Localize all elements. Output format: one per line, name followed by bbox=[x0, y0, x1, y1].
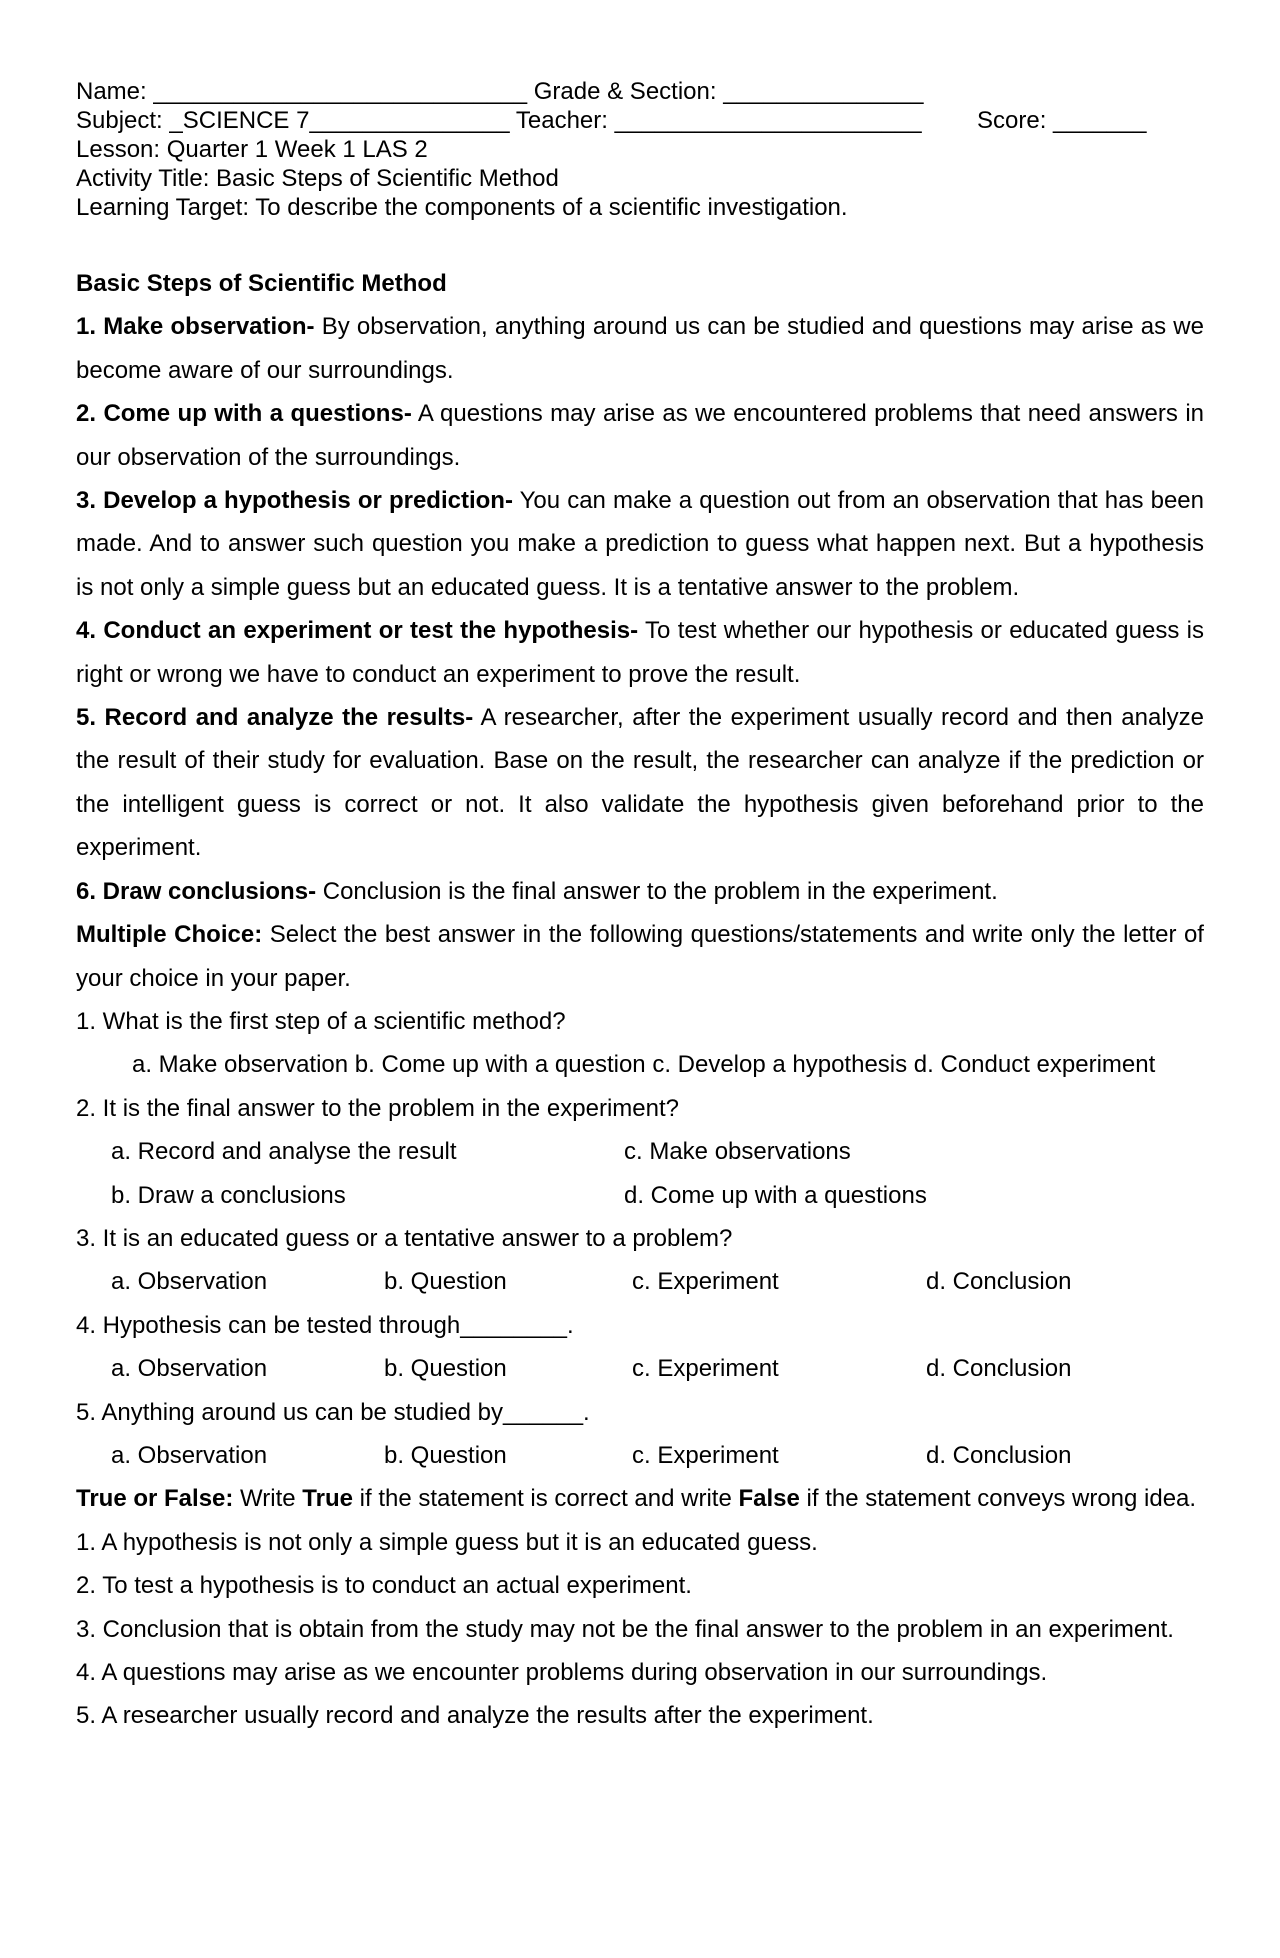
step-4 bbox=[76, 609, 1204, 696]
multiple-choice-instructions bbox=[76, 913, 1204, 1000]
mc-q2-option-d: d. Come up with a questions bbox=[624, 1181, 927, 1209]
mc-question-3-options bbox=[76, 1260, 1204, 1303]
mc-q2-option-a: a. Record and analyse the result bbox=[111, 1138, 457, 1166]
activity-title: Activity Title: Basic Steps of Scientific Method bbox=[76, 165, 559, 192]
name-blank: ____________________________ bbox=[153, 78, 528, 105]
step-6-heading: 6. Draw conclusions- bbox=[76, 877, 317, 905]
mc-q4-option-a: a. Observation bbox=[111, 1355, 268, 1383]
step-4-heading: 4. Conduct an experiment or test the hypothesis- bbox=[76, 617, 639, 645]
mc-q3-option-b: b. Question bbox=[384, 1268, 507, 1296]
mc-question-4: 4. Hypothesis can be tested through________. bbox=[76, 1311, 574, 1339]
true-false-instr-part-1: Write bbox=[233, 1485, 303, 1513]
name-label: Name: bbox=[76, 78, 154, 105]
mc-q4-option-c: c. Experiment bbox=[632, 1355, 779, 1383]
step-1-heading: 1. Make observation- bbox=[76, 313, 315, 341]
mc-question-5-options bbox=[76, 1434, 1204, 1477]
true-false-item-3: 3. Conclusion that is obtain from the study may not be the final answer to the problem in an experiment. bbox=[76, 1615, 1174, 1643]
step-6 bbox=[76, 870, 1204, 913]
mc-question-2-options-row-1 bbox=[76, 1130, 1204, 1173]
section-title: Basic Steps of Scientific Method bbox=[76, 270, 447, 297]
teacher-label: Teacher: bbox=[509, 107, 615, 134]
grade-section-label: Grade & Section: bbox=[527, 78, 724, 105]
header-name-row bbox=[76, 77, 1206, 106]
step-5-text: A researcher, after the experiment usually record and then analyze the result of their study for evaluation. Base on the result, the researcher can analyze if the prediction or the intelligent guess is correct or not. It also validate the hypothesis given beforehand prior to the experiment. bbox=[76, 704, 1205, 862]
mc-question-4-options bbox=[76, 1347, 1204, 1390]
score-blank: _______ bbox=[1053, 107, 1147, 134]
step-2 bbox=[76, 392, 1204, 479]
step-3-heading: 3. Develop a hypothesis or prediction- bbox=[76, 487, 513, 515]
mc-question-1-options bbox=[76, 1043, 1204, 1086]
step-2-text: A questions may arise as we encountered problems that need answers in our observation of the surroundings. bbox=[76, 400, 1204, 471]
true-false-item-2: 2. To test a hypothesis is to conduct an actual experiment. bbox=[76, 1572, 692, 1600]
true-false-heading: True or False: bbox=[76, 1485, 234, 1513]
mc-q4-option-d: d. Conclusion bbox=[926, 1355, 1072, 1383]
mc-question-3: 3. It is an educated guess or a tentative answer to a problem? bbox=[76, 1224, 733, 1252]
mc-question-5: 5. Anything around us can be studied by______. bbox=[76, 1398, 590, 1426]
mc-q5-option-d: d. Conclusion bbox=[926, 1441, 1072, 1469]
teacher-blank: _______________________ bbox=[614, 107, 922, 134]
worksheet-body bbox=[76, 262, 1204, 1738]
score-field bbox=[977, 106, 1146, 135]
step-3-text: You can make a question out from an observation that has been made. And to answer such question you make a prediction to guess what happen next. But a hypothesis is not only a simple guess but an educated guess. It is a tentative answer to the problem. bbox=[76, 487, 1204, 601]
mc-q2-option-c: c. Make observations bbox=[624, 1138, 851, 1166]
step-1 bbox=[76, 305, 1204, 392]
step-6-text: Conclusion is the final answer to the problem in the experiment. bbox=[316, 877, 998, 905]
subject-value: _SCIENCE 7_______________ bbox=[169, 107, 510, 134]
mc-question-2: 2. It is the final answer to the problem in the experiment? bbox=[76, 1094, 679, 1122]
step-2-heading: 2. Come up with a questions- bbox=[76, 400, 412, 428]
mc-q1-option-c: c. Develop a hypothesis bbox=[652, 1051, 908, 1079]
multiple-choice-text: Select the best answer in the following questions/statements and write only the letter of your choice in your paper. bbox=[76, 921, 1204, 992]
step-5-heading: 5. Record and analyze the results- bbox=[76, 704, 474, 732]
step-5 bbox=[76, 696, 1204, 870]
step-1-text: By observation, anything around us can be studied and questions may arise as we become aware of our surroundings. bbox=[76, 313, 1204, 384]
mc-q4-option-b: b. Question bbox=[384, 1355, 507, 1383]
mc-q2-option-b: b. Draw a conclusions bbox=[111, 1181, 346, 1209]
score-label: Score: bbox=[977, 107, 1054, 134]
step-3 bbox=[76, 479, 1204, 609]
step-4-text: To test whether our hypothesis or educated guess is right or wrong we have to conduct an experiment to prove the result. bbox=[76, 617, 1204, 688]
true-false-instructions bbox=[76, 1477, 1204, 1520]
mc-q5-option-a: a. Observation bbox=[111, 1441, 268, 1469]
mc-q1-option-b: b. Come up with a question bbox=[354, 1051, 646, 1079]
mc-q5-option-c: c. Experiment bbox=[632, 1441, 779, 1469]
true-false-item-1: 1. A hypothesis is not only a simple guess but it is an educated guess. bbox=[76, 1528, 818, 1556]
grade-section-blank: _______________ bbox=[723, 78, 924, 105]
mc-q1-option-a: a. Make observation bbox=[132, 1051, 349, 1079]
mc-q5-option-b: b. Question bbox=[384, 1441, 507, 1469]
learning-target: Learning Target: To describe the components of a scientific investigation. bbox=[76, 194, 848, 221]
mc-question-1: 1. What is the first step of a scientific method? bbox=[76, 1007, 566, 1035]
true-false-item-4: 4. A questions may arise as we encounter problems during observation in our surroundings. bbox=[76, 1658, 1048, 1686]
subject-label: Subject: bbox=[76, 107, 170, 134]
true-false-word-false: False bbox=[738, 1485, 800, 1513]
mc-q3-option-d: d. Conclusion bbox=[926, 1268, 1072, 1296]
multiple-choice-heading: Multiple Choice: bbox=[76, 921, 263, 949]
mc-q3-option-a: a. Observation bbox=[111, 1268, 268, 1296]
mc-q3-option-c: c. Experiment bbox=[632, 1268, 779, 1296]
mc-q1-option-d: d. Conduct experiment bbox=[913, 1051, 1156, 1079]
lesson-line: Lesson: Quarter 1 Week 1 LAS 2 bbox=[76, 136, 428, 163]
true-false-instr-part-2: if the statement is correct and write bbox=[352, 1485, 739, 1513]
mc-question-2-options-row-2 bbox=[76, 1174, 1204, 1217]
true-false-word-true: True bbox=[302, 1485, 353, 1513]
true-false-instr-part-3: if the statement conveys wrong idea. bbox=[799, 1485, 1197, 1513]
true-false-item-5: 5. A researcher usually record and analyze the results after the experiment. bbox=[76, 1702, 874, 1730]
